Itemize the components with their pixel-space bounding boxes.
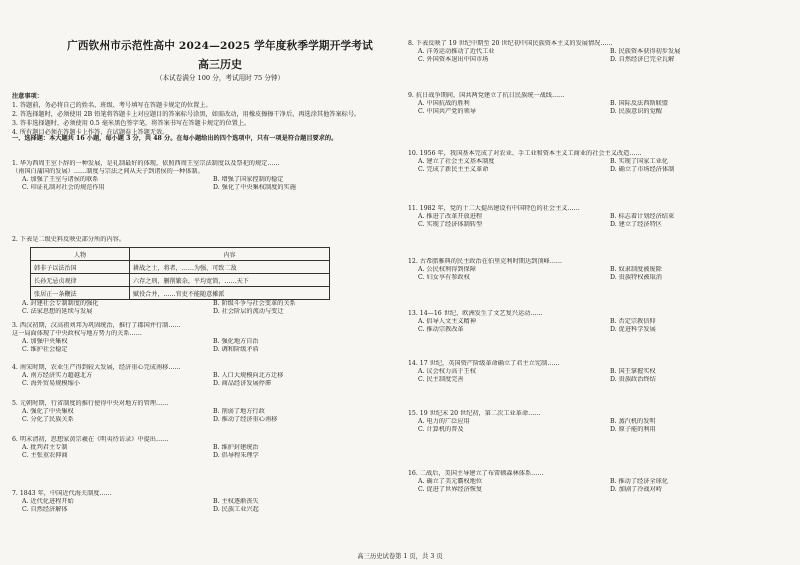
question-2-options <box>12 300 396 316</box>
option-b: B. 主权逐渐丧失 <box>213 498 259 506</box>
option-b: B. 增强了国家控制的稳定 <box>213 176 284 184</box>
option-a: A. 推进了改革开放进程 <box>418 213 483 221</box>
option-d: D. 贵族政治终结 <box>610 376 656 384</box>
question-stem: 5. 元朝时期，行省制度的推行使得中央对地方的管理…… <box>12 400 169 407</box>
option-c: C. 法家思想的延续与发展 <box>22 308 93 316</box>
table-cell: 六存之刑，删削繁杂，平均宽简，……天下 <box>130 274 330 287</box>
option-d: D. 促进科学发展 <box>610 326 656 334</box>
question-15 <box>408 410 794 434</box>
option-c: C. 推动宗教改革 <box>418 326 464 334</box>
option-c: C. 实现了经济体制转型 <box>418 221 483 229</box>
option-d: D. 调和阶级矛盾 <box>213 346 259 354</box>
option-a: A. 电力的广泛应用 <box>418 418 470 426</box>
option-c: C. 计算机的普及 <box>418 426 464 434</box>
option-c: C. 印证礼制对社会的规范作用 <box>22 184 105 192</box>
source-table <box>30 247 330 300</box>
option-a: A. 近代化进程开始 <box>22 498 74 506</box>
question-9 <box>408 92 794 116</box>
option-a: A. 倡导人文主义精神 <box>418 318 476 326</box>
option-a: A. 洋务运动推动了近代工业 <box>418 48 495 56</box>
page-footer: 高三历史试卷第 1 页，共 3 页 <box>357 553 443 560</box>
option-d: D. 自然经济已完全瓦解 <box>610 56 675 64</box>
exam-title: 广西钦州市示范性高中 2024—2025 学年度秋季学期开学考试 <box>67 40 373 52</box>
question-stem: 3. 西汉初期，汉高祖刘邦为巩固统治，推行了郡国并行制…… <box>12 322 181 329</box>
option-c: C. 中国共产党的领导 <box>418 108 476 116</box>
question-14 <box>408 360 794 384</box>
option-b: B. 奴隶制度被废除 <box>610 266 662 274</box>
question-5 <box>12 400 396 424</box>
notice-heading: 注意事项： <box>12 93 43 100</box>
option-d: D. 民族意识的觉醒 <box>610 108 662 116</box>
option-b: B. 削弱了地方行政 <box>213 408 265 416</box>
question-extra: （南国白蒲国的发展）……制度与宗法之间从天子到诸侯的一种体制。 <box>12 168 204 176</box>
option-b: B. 蒸汽机的发明 <box>610 418 656 426</box>
option-d: D. 建立了经济特区 <box>610 221 662 229</box>
question-stem: 8. 下表反映了 19 世纪中期至 20 世纪初中国民族资本主义的发展情况…… <box>408 40 613 47</box>
option-a: A. 建立了社会主义基本制度 <box>418 158 495 166</box>
option-a: A. 议会权力高于王权 <box>418 368 476 376</box>
option-b: B. 人口大规模向北方迁移 <box>213 372 284 380</box>
question-stem: 4. 南宋时期，农业生产得到较大发展，经济重心完成南移…… <box>12 364 181 371</box>
question-stem: 11. 1982 年，党的十二大提出建设有中国特色的社会主义…… <box>408 205 580 212</box>
option-d: D. 原子能的利用 <box>610 426 656 434</box>
question-11 <box>408 205 794 229</box>
table-cell: 耕战之士，将者，……为强，可致二敌 <box>130 261 330 274</box>
question-16 <box>408 470 794 494</box>
notice-item: 2. 答选择题时，必须使用 2B 铅笔将答题卡上对应题目的答案标号涂黑，如需改动，用橡皮擦擦干净后，再选涂其他答案标号。 <box>12 111 361 118</box>
question-10 <box>408 150 794 174</box>
option-d: D. 倡导程朱理学 <box>213 452 259 460</box>
question-extra: 这一局面体现了中央政权与地方势力的关系…… <box>12 330 142 338</box>
table-row <box>31 287 330 300</box>
option-c: C. 主张重农抑商 <box>22 452 68 460</box>
option-b: B. 强化地方自治 <box>213 338 259 346</box>
table-header: 人物 <box>31 248 130 261</box>
option-b: B. 国际反法西斯联盟 <box>610 100 668 108</box>
option-d: D. 贵族特权被取消 <box>610 274 662 282</box>
question-stem: 6. 明末清初，思想家黄宗羲在《明夷待访录》中提出…… <box>12 436 169 443</box>
option-b: B. 民族资本获得初步发展 <box>610 48 681 56</box>
question-stem: 10. 1956 年，我国基本完成了对农业、手工业和资本主义工商业的社会主义改造…… <box>408 150 642 157</box>
question-4 <box>12 364 396 388</box>
table-cell: 张居正一条鞭法 <box>31 287 130 300</box>
option-c: C. 完成了新民主主义革命 <box>418 166 489 174</box>
score-note: （本试卷满分 100 分，考试用时 75 分钟） <box>155 74 285 82</box>
option-c: C. 自然经济解体 <box>22 506 68 514</box>
question-6 <box>12 436 396 460</box>
question-stem: 13. 14—16 世纪，欧洲发生了文艺复兴运动…… <box>408 310 543 317</box>
option-c: C. 民主制度完善 <box>418 376 464 384</box>
notice-block <box>12 92 392 137</box>
option-c: C. 分化了民族关系 <box>22 416 74 424</box>
option-a: A. 封建社会专制制度的强化 <box>22 300 99 307</box>
option-a: A. 批判君主专制 <box>22 444 68 452</box>
table-cell: 韩非子以法治国 <box>31 261 130 274</box>
option-d: D. 社会阶层的流动与变迁 <box>213 308 284 316</box>
question-stem: 16. 二战后，美国主导建立了布雷顿森林体系…… <box>408 470 544 477</box>
exam-subject: 高三历史 <box>198 58 242 71</box>
option-a: A. 确立了美元霸权地位 <box>418 478 483 486</box>
notice-item: 3. 答非选择题时，必须使用 0.5 毫米黑色签字笔，将答案书写在答题卡规定的位置上。 <box>12 120 251 127</box>
option-d: D. 商品经济发展停滞 <box>213 380 272 388</box>
option-c: C. 促进了世界经济恢复 <box>418 486 483 494</box>
question-stem: 12. 古希腊雅典的民主政治在伯里克利时期达到顶峰…… <box>408 258 563 265</box>
table-row <box>31 274 330 287</box>
section-heading: 一、选择题：本大题共 16 小题，每小题 3 分，共 48 分。在每小题给出的四个选项中，只有一项是符合题目要求的。 <box>12 135 338 142</box>
option-c: C. 外国资本退出中国市场 <box>418 56 489 64</box>
question-7 <box>12 490 396 514</box>
option-c: C. 海外贸易规模缩小 <box>22 380 80 388</box>
question-13 <box>408 310 794 334</box>
option-d: D. 加剧了冷战对峙 <box>610 486 662 494</box>
option-b: B. 国王掌握实权 <box>610 368 656 376</box>
option-b: B. 否定宗教信仰 <box>610 318 656 326</box>
table-header: 内容 <box>130 248 330 261</box>
question-stem: 1. 华为西周王室卜辞的一种发展，是礼制最好的体现，依照西周王室宗法制度以及祭祀的规定…… <box>12 160 280 167</box>
question-stem: 15. 19 世纪末 20 世纪初，第二次工业革命…… <box>408 410 541 417</box>
table-cell: 赋役合并，……官吏不能随意摊派 <box>130 287 330 300</box>
option-d: D. 强化了中央集权制度的实施 <box>213 184 296 192</box>
option-d: D. 民族工业兴起 <box>213 506 259 514</box>
option-c: C. 妇女享有参政权 <box>418 274 470 282</box>
question-stem: 2. 下表是二级史料反映史部分所的内容。 <box>12 236 126 243</box>
notice-item: 4. 所有题目必须在答题卡上作答，在试题卷上答题无效。 <box>12 129 169 136</box>
option-b: B. 维护封建统治 <box>213 444 259 452</box>
question-12 <box>408 258 794 282</box>
option-a: A. 强化了中央集权 <box>22 408 74 416</box>
notice-item: 1. 答题前，务必将自己的姓名、班级、考号填写在答题卡规定的位置上。 <box>12 102 212 109</box>
option-b: B. 阶级斗争与社会变革的关系 <box>213 300 296 307</box>
question-stem: 9. 抗日战争期间，国共两党建立了抗日民族统一战线…… <box>408 92 565 99</box>
option-c: C. 维护社会稳定 <box>22 346 68 354</box>
option-b: B. 推动了经济全球化 <box>610 478 668 486</box>
option-b: B. 实现了国家工业化 <box>610 158 668 166</box>
option-b: B. 标志着计划经济结束 <box>610 213 675 221</box>
question-2 <box>12 236 396 244</box>
option-a: A. 中国抗战的胜利 <box>418 100 470 108</box>
question-3 <box>12 322 396 354</box>
option-a: A. 加强了王室与诸侯的联系 <box>22 176 99 184</box>
option-d: D. 确立了市场经济体制 <box>610 166 675 174</box>
option-a: A. 加强中央集权 <box>22 338 68 346</box>
question-1 <box>12 160 396 192</box>
question-stem: 7. 1843 年，中国近代海关制度…… <box>12 490 112 497</box>
question-stem: 14. 17 世纪，英国资产阶级革命确立了君主立宪制…… <box>408 360 560 367</box>
question-8 <box>408 40 794 64</box>
option-a: A. 南方经济实力超越北方 <box>22 372 93 380</box>
option-a: A. 公民权利得到保障 <box>418 266 476 274</box>
table-cell: 长孙无忌贞观律 <box>31 274 130 287</box>
table-row <box>31 261 330 274</box>
option-d: D. 推动了经济重心南移 <box>213 416 278 424</box>
